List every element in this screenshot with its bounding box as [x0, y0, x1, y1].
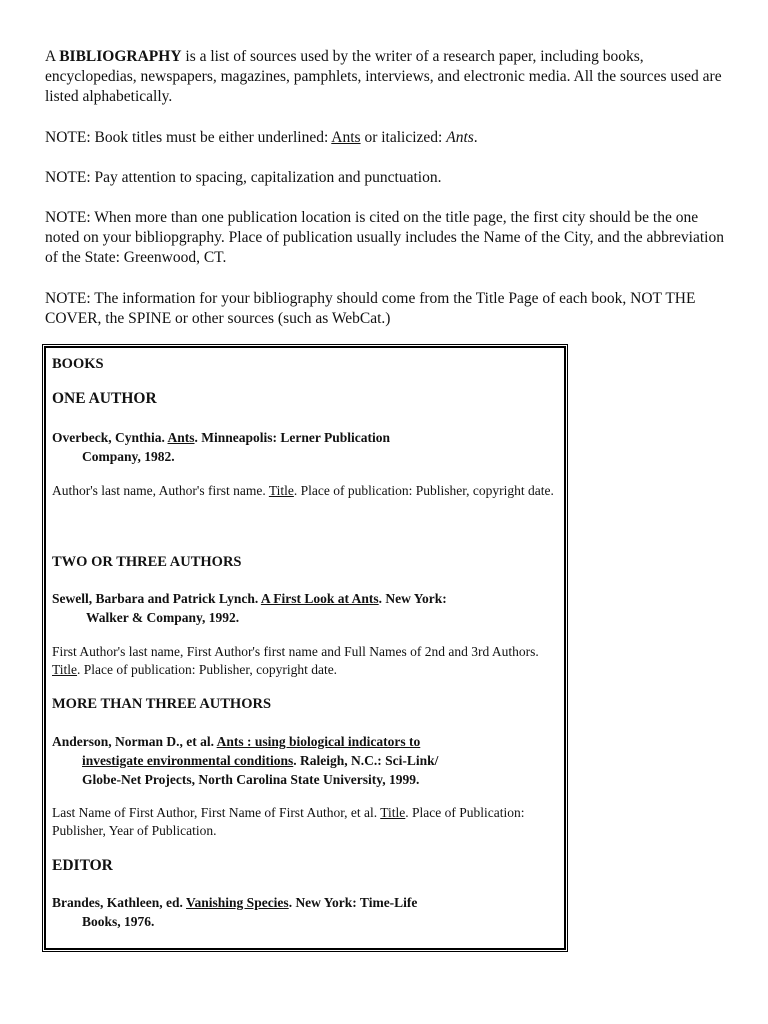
note-spacing: NOTE: Pay attention to spacing, capitalization and punctuation. — [45, 169, 442, 186]
note-titles-lead: NOTE: Book titles must be either underlined: — [45, 129, 332, 146]
note-titles — [45, 128, 735, 148]
book-title: A First Look at Ants — [260, 591, 379, 606]
book-title: Ants : using biological indicators to — [216, 734, 421, 749]
two-three-authors-heading: TWO OR THREE AUTHORS — [52, 554, 242, 570]
italic-example: Ants — [446, 129, 474, 146]
more-than-three-format: Last Name of First Author, First Name of First Author, et al. Title. Place of Publication: Publisher, Year of Publication. — [52, 805, 525, 838]
more-than-three-entry: Anderson, Norman D., et al. Ants : using biological indicators to investigate environmental conditions. Raleigh, N.C.: Sci-Link/ Globe-Net Projects, North Carolina State University, 1999. — [52, 734, 439, 787]
bibliography-examples-box — [44, 346, 566, 950]
format-title: Title — [268, 483, 294, 498]
intro-lead: A — [45, 48, 60, 65]
note-titles-end: . — [473, 129, 478, 146]
format-title: Title — [380, 805, 406, 820]
format-title: Title — [52, 662, 78, 677]
one-author-heading: ONE AUTHOR — [52, 390, 157, 407]
bibliography-term: BIBLIOGRAPHY — [59, 48, 182, 65]
note-publication-location: NOTE: When more than one publication location is cited on the title page, the first city should be the one noted on your bibliopgraphy. Place of publication usually includes the Name of the City, and the abbreviation of the State: Greenwood, CT. — [45, 209, 724, 266]
underlined-example: Ants — [331, 129, 361, 146]
note-title-page: NOTE: The information for your bibliography should come from the Title Page of each book, NOT THE COVER, the SPINE or other sources (such as WebCat.) — [45, 290, 696, 327]
note-titles-mid: or italicized: — [360, 129, 447, 146]
more-than-three-heading: MORE THAN THREE AUTHORS — [52, 696, 272, 712]
two-three-authors-entry: Sewell, Barbara and Patrick Lynch. A First Look at Ants. New York: Walker & Company, 1992. — [52, 591, 447, 625]
two-three-authors-format: First Author's last name, First Author's first name and Full Names of 2nd and 3rd Authors. Title. Place of publication: Publisher, copyright date. — [52, 644, 539, 677]
intro-paragraph — [45, 47, 735, 107]
editor-heading: EDITOR — [52, 857, 113, 874]
books-heading: BOOKS — [52, 356, 104, 372]
book-title: Ants — [167, 430, 195, 445]
book-title-continued: investigate environmental conditions — [82, 753, 294, 768]
editor-entry: Brandes, Kathleen, ed. Vanishing Species. New York: Time-Life Books, 1976. — [52, 895, 418, 929]
intro-rest: is a list of sources used by the writer of a research paper, including books, encyclopedias, newspapers, magazines, pamphlets, interviews, and electronic media. All the sources used are listed alphabetically. — [45, 48, 722, 105]
one-author-entry: Overbeck, Cynthia. Ants. Minneapolis: Lerner Publication Company, 1982. — [52, 430, 391, 464]
book-title: Vanishing Species — [186, 895, 289, 910]
one-author-format: Author's last name, Author's first name. Title. Place of publication: Publisher, copyright date. — [52, 483, 554, 498]
